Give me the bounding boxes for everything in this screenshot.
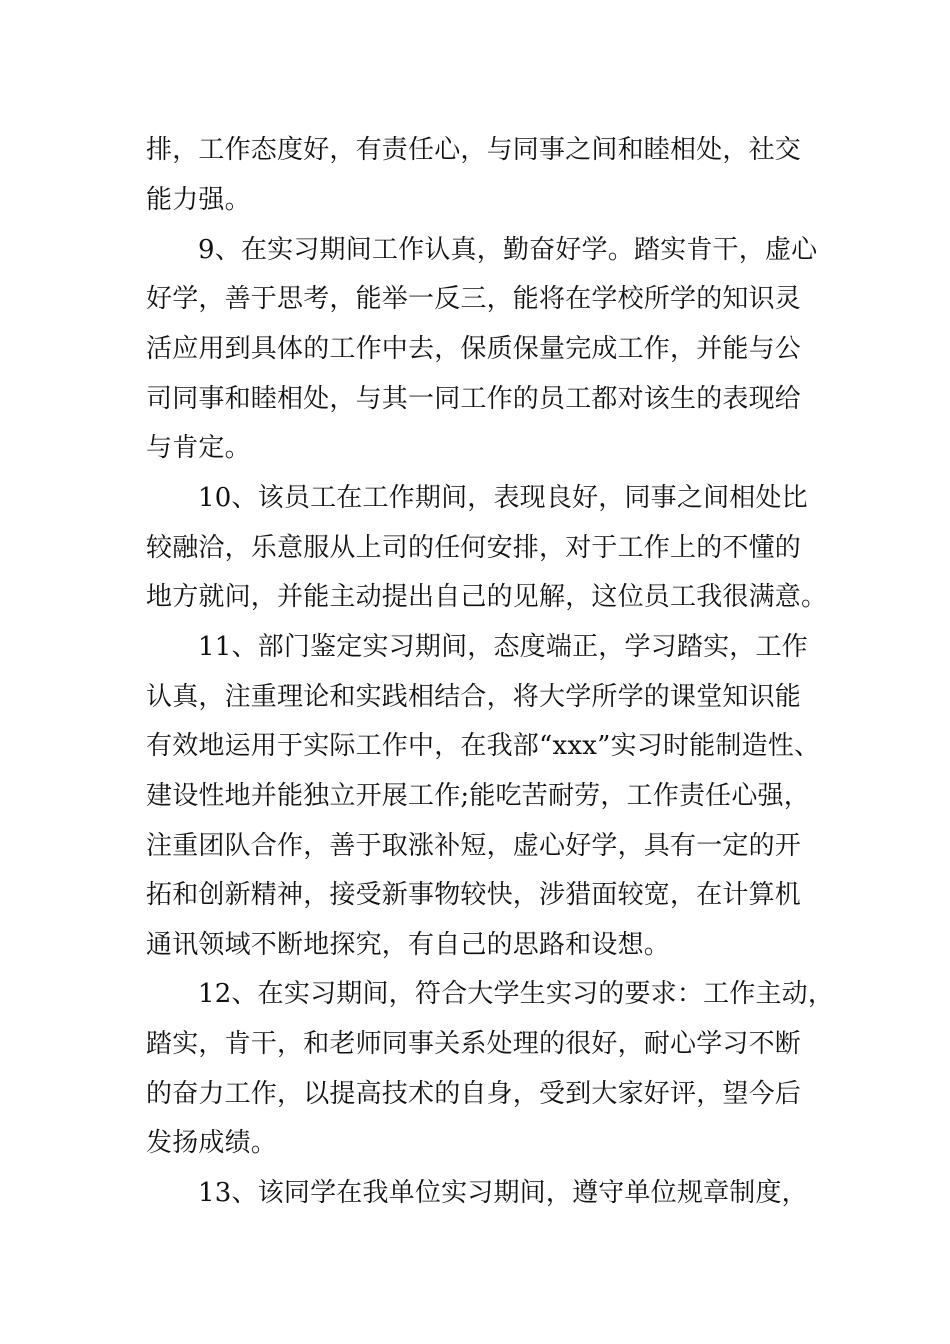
text-line: 排，工作态度好，有责任心，与同事之间和睦相处，社交 (146, 135, 802, 165)
text-line: 认真，注重理论和实践相结合，将大学所学的课堂知识能 (146, 682, 802, 712)
paragraph-start-line: 10、该员工在工作期间，表现良好，同事之间相处比 (198, 483, 808, 513)
text-line: 地方就问，并能主动提出自己的见解，这位员工我很满意。 (146, 582, 828, 612)
text-line: 注重团队合作，善于取涨补短，虚心好学，具有一定的开 (146, 831, 802, 861)
text-line: 拓和创新精神，接受新事物较快，涉猎面较宽，在计算机 (146, 880, 802, 910)
text-line: 的奋力工作，以提高技术的自身，受到大家好评，望今后 (146, 1079, 802, 1109)
text-line: 与肯定。 (146, 433, 251, 463)
text-line: 司同事和睦相处，与其一同工作的员工都对该生的表现给 (146, 384, 802, 414)
text-line: 活应用到具体的工作中去，保质保量完成工作，并能与公 (146, 334, 802, 364)
paragraph-start-line: 9、在实习期间工作认真，勤奋好学。踏实肯干，虚心 (198, 235, 818, 265)
text-line: 通讯领域不断地探究，有自己的思路和设想。 (146, 930, 671, 960)
text-line: 能力强。 (146, 185, 251, 215)
text-line: 好学，善于思考，能举一反三，能将在学校所学的知识灵 (146, 284, 802, 314)
paragraph-start-line: 12、在实习期间，符合大学生实习的要求：工作主动， (198, 979, 835, 1009)
paragraph-start-line: 11、部门鉴定实习期间，态度端正，学习踏实，工作 (198, 632, 808, 662)
text-line: 建设性地并能独立开展工作;能吃苦耐劳，工作责任心强， (146, 781, 810, 811)
text-line: 较融洽，乐意服从上司的任何安排，对于工作上的不懂的 (146, 533, 802, 563)
paragraph-start-line: 13、该同学在我单位实习期间，遵守单位规章制度， (198, 1178, 808, 1208)
text-line: 有效地运用于实际工作中，在我部“xxx”实习时能制造性、 (146, 731, 821, 761)
text-line: 踏实，肯干，和老师同事关系处理的很好，耐心学习不断 (146, 1029, 802, 1059)
text-line: 发扬成绩。 (146, 1128, 278, 1158)
